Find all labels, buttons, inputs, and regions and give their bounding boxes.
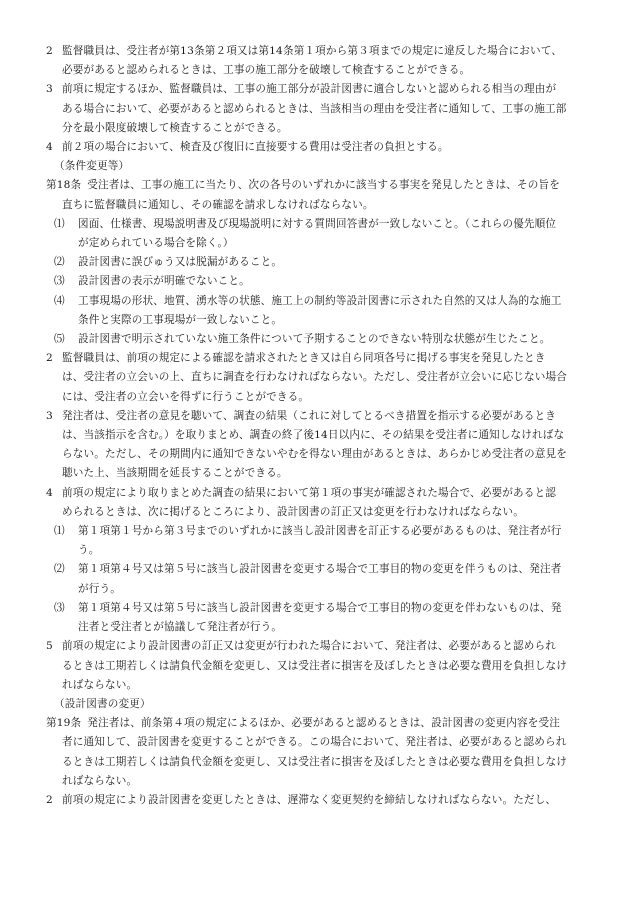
line-text: は、当該指示を含む。）を取りまとめ、調査の終了後14日以内に、その結果を受注者に通知しなければな: [62, 429, 565, 442]
continuation-line: [46, 541, 602, 560]
line-text: 監督職員は、受注者が第13条第２項又は第14条第１項から第３項までの規定に違反した場合において、: [62, 45, 563, 57]
line-text: 第１項第４号又は第５号に該当し設計図書を変更する場合で工事目的物の変更を伴うものは、発注者: [78, 563, 562, 576]
line-text: は、受注者の立会いの上、直ちに調査を行わなければならない。ただし、受注者が立会いに応じない場合: [62, 371, 567, 384]
line-text: 受注者は、工事の施工に当たり、次の各号のいずれかに該当する事実を発見したときは、その旨を: [87, 179, 561, 192]
item-number: ⑶: [54, 601, 65, 614]
line-text: るときは工期若しくは請負代金額を変更し、又は受注者に損害を及ぼしたときは必要な費用を負担しなけ: [62, 659, 567, 672]
continuation-line: [46, 753, 602, 772]
line-text: 直ちに監督職員に通知し、その確認を請求しなければならない。: [62, 198, 374, 211]
paragraph-number: 2: [46, 352, 53, 365]
continuation-line: [46, 388, 602, 407]
line-text: には、受注者の立会いを得ずに行うことができる。: [62, 390, 310, 403]
item-number: ⑵: [54, 256, 65, 269]
continuation-line: [46, 772, 602, 791]
line-text: が定められている場合を除く。）: [78, 237, 234, 250]
item-number: ⑴: [54, 217, 65, 230]
item-number: ⑶: [54, 275, 65, 288]
paragraph-number: 3: [46, 83, 53, 96]
paragraph-line: [46, 637, 602, 656]
line-text: 前項の規定により設計図書を変更したときは、遅滞なく変更契約を締結しなければならない。ただし、: [62, 793, 557, 806]
line-text: 工事現場の形状、地質、湧水等の状態、施工上の制約等設計図書に示された自然的又は人為的な施工: [78, 294, 562, 307]
line-text: 注者と受注者とが協議して発注者が行う。: [78, 621, 283, 634]
article-caption: [46, 157, 602, 176]
paragraph-line: [46, 42, 602, 61]
line-text: められるときは、次に掲げるところにより、設計図書の訂正又は変更を行わなければならない。: [62, 505, 524, 518]
paragraph-line: [46, 138, 602, 157]
continuation-line: [46, 234, 602, 253]
continuation-line: [46, 61, 602, 80]
item-number: ⑴: [54, 525, 65, 538]
paragraph-line: [46, 349, 602, 368]
item-number: ⑷: [54, 294, 65, 307]
item-number: ⑸: [54, 333, 65, 346]
line-text: 条件と実際の工事現場が一致しないこと。: [78, 313, 283, 326]
line-text: るときは工期若しくは請負代金額を変更し、又は受注者に損害を及ぼしたときは必要な費用を負担しなけ: [62, 755, 567, 768]
line-text: 前項の規定により設計図書の訂正又は変更が行われた場合において、発注者は、必要があると認められ: [62, 640, 556, 653]
item-number: ⑵: [54, 563, 65, 576]
continuation-line: [46, 464, 602, 483]
paragraph-number: 2: [46, 45, 53, 57]
line-text: 監督職員は、前項の規定による確認を請求されたとき又は自ら同項各号に掲げる事実を発見したとき: [62, 352, 546, 365]
item-line: [46, 215, 602, 234]
line-text: 設計図書に誤びゅう又は脱漏があること。: [78, 256, 283, 269]
line-text: 第１項第１号から第３号までのいずれかに該当し設計図書を訂正する必要があるものは、発注者が行: [78, 525, 562, 538]
line-text: （条件変更等）: [54, 160, 130, 173]
line-text: が行う。: [78, 582, 121, 595]
item-line: [46, 599, 602, 618]
continuation-line: [46, 196, 602, 215]
paragraph-line: [46, 80, 602, 99]
line-text: ある場合において、必要があると認められるときは、当該相当の理由を受注者に通知して、工事の施工部: [62, 102, 567, 115]
item-line: [46, 560, 602, 579]
article-number: 第18条: [46, 179, 82, 192]
paragraph-number: 4: [46, 486, 53, 499]
item-line: [46, 330, 602, 349]
continuation-line: [46, 733, 602, 752]
item-line: [46, 522, 602, 541]
line-text: 前２項の場合において、検査及び復旧に直接要する費用は受注者の負担とする。: [62, 141, 449, 154]
line-text: 分を最小限度破壊して検査することができる。: [62, 121, 288, 134]
continuation-line: [46, 503, 602, 522]
line-text: 設計図書の表示が明確でないこと。: [78, 275, 250, 288]
item-line: [46, 292, 602, 311]
continuation-line: [46, 368, 602, 387]
line-text: ればならない。: [62, 774, 138, 787]
paragraph-number: 4: [46, 141, 53, 154]
line-text: う。: [78, 544, 100, 557]
continuation-line: [46, 119, 602, 138]
continuation-line: [46, 676, 602, 695]
line-text: ればならない。: [62, 678, 138, 691]
document-body: [46, 42, 602, 810]
paragraph-number: 3: [46, 409, 53, 422]
continuation-line: [46, 311, 602, 330]
line-text: らない。ただし、その期間内に通知できないやむを得ない理由があるときは、あらかじめ受注者の意見を: [62, 448, 567, 461]
continuation-line: [46, 580, 602, 599]
continuation-line: [46, 657, 602, 676]
paragraph-line: [46, 484, 602, 503]
line-text: 者に通知して、設計図書を変更することができる。この場合において、発注者は、必要があると認められ: [62, 736, 567, 749]
continuation-line: [46, 100, 602, 119]
paragraph-number: 2: [46, 793, 53, 806]
line-text: 第１項第４号又は第５号に該当し設計図書を変更する場合で工事目的物の変更を伴わないものは、発: [78, 601, 562, 614]
article-line: [46, 714, 602, 733]
article-line: [46, 176, 602, 195]
continuation-line: [46, 445, 602, 464]
line-text: 必要があると認められるときは、工事の施工部分を破壊して検査することができる。: [62, 64, 471, 77]
line-text: 前項の規定により取りまとめた調査の結果において第１項の事実が確認された場合で、必要があると認: [62, 486, 556, 499]
item-line: [46, 272, 602, 291]
line-text: 前項に規定するほか、監督職員は、工事の施工部分が設計図書に適合しないと認められる相当の理由が: [62, 83, 557, 96]
line-text: 発注者は、受注者の意見を聴いて、調査の結果（これに対してとるべき措置を指示する必要があるとき: [62, 409, 556, 422]
line-text: 設計図書で明示されていない施工条件について予期することのできない特別な状態が生じたこと。: [78, 333, 551, 346]
item-line: [46, 253, 602, 272]
article-number: 第19条: [46, 717, 82, 730]
line-text: 聴いた上、当該期間を延長することができる。: [62, 467, 288, 480]
line-text: （設計図書の変更）: [54, 697, 151, 710]
article-caption: [46, 695, 602, 714]
line-text: 図面、仕様書、現場説明書及び現場説明に対する質問回答書が一致しないこと。（これらの優先順位: [78, 217, 557, 230]
continuation-line: [46, 618, 602, 637]
paragraph-line: [46, 407, 602, 426]
line-text: 発注者は、前条第４項の規定によるほか、必要があると認めるときは、設計図書の変更内容を受注: [87, 717, 561, 730]
paragraph-number: 5: [46, 640, 53, 653]
paragraph-line: [46, 791, 602, 810]
continuation-line: [46, 426, 602, 445]
